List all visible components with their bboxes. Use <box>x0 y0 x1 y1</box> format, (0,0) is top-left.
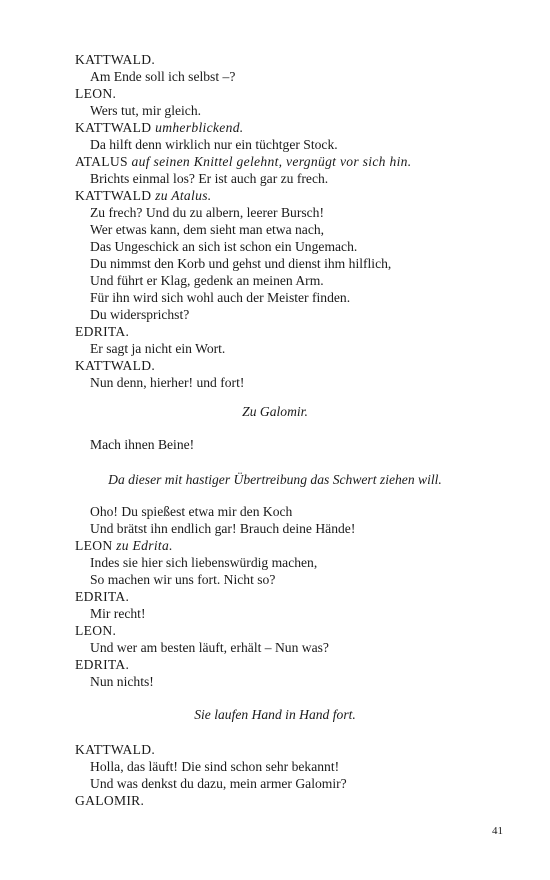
speaker-name: GALOMIR. <box>75 793 145 808</box>
speaker-line <box>75 153 411 170</box>
dialogue-line: Und was denkst du dazu, mein armer Galomir? <box>90 776 347 791</box>
page-number: 41 <box>492 825 503 837</box>
dialogue-line: Am Ende soll ich selbst –? <box>90 69 236 84</box>
speaker-name: KATTWALD. <box>75 52 156 67</box>
dialogue-line: Und führt er Klag, gedenk an meinen Arm. <box>90 273 324 288</box>
speaker-name: KATTWALD. <box>75 358 156 373</box>
dialogue-line: Zu frech? Und du zu albern, leerer Bursch! <box>90 205 325 220</box>
dialogue-line: Nun denn, hierher! und fort! <box>90 375 245 390</box>
dialogue-line: Du nimmst den Korb und gehst und dienst ihm hilflich, <box>90 256 392 271</box>
dialogue-line: Mach ihnen Beine! <box>90 437 195 452</box>
speaker-line <box>75 85 116 102</box>
dialogue-line: Brichts einmal los? Er ist auch gar zu frech. <box>90 171 329 186</box>
dialogue-line: Und wer am besten läuft, erhält – Nun was? <box>90 640 329 655</box>
speaker-line <box>75 537 173 554</box>
stage-direction-text: Da dieser mit hastiger Übertreibung das Schwert ziehen will. <box>108 472 442 487</box>
speaker-line <box>75 792 144 809</box>
speaker-line <box>75 323 129 340</box>
speaker-line <box>75 588 129 605</box>
speaker-name: EDRITA. <box>75 657 130 672</box>
dialogue-line: Er sagt ja nicht ein Wort. <box>90 341 226 356</box>
dialogue-line: Holla, das läuft! Die sind schon sehr bekannt! <box>90 759 340 774</box>
stage-direction-inline: auf seinen Knittel gelehnt, vergnügt vor sich hin. <box>131 154 412 169</box>
stage-direction-inline: zu Atalus. <box>155 188 212 203</box>
stage-direction <box>0 403 550 420</box>
dialogue-line: Für ihn wird sich wohl auch der Meister finden. <box>90 290 351 305</box>
dialogue-line: So machen wir uns fort. Nicht so? <box>90 572 276 587</box>
stage-direction <box>0 706 550 723</box>
speaker-name: ATALUS <box>75 154 128 169</box>
dialogue-line: Da hilft denn wirklich nur ein tüchtger Stock. <box>90 137 338 152</box>
speaker-line <box>75 622 116 639</box>
dialogue-line: Wer etwas kann, dem sieht man etwa nach, <box>90 222 325 237</box>
stage-direction <box>0 471 550 488</box>
speaker-name: KATTWALD <box>75 188 152 203</box>
dialogue-line: Und brätst ihn endlich gar! Brauch deine Hände! <box>90 521 356 536</box>
dialogue-line: Mir recht! <box>90 606 146 621</box>
speaker-line <box>75 51 155 68</box>
speaker-name: EDRITA. <box>75 324 130 339</box>
dialogue-line: Wers tut, mir gleich. <box>90 103 202 118</box>
speaker-line <box>75 741 155 758</box>
stage-direction-text: Zu Galomir. <box>242 404 308 419</box>
dialogue-line: Das Ungeschick an sich ist schon ein Ungemach. <box>90 239 358 254</box>
dialogue-line: Du widersprichst? <box>90 307 190 322</box>
speaker-name: EDRITA. <box>75 589 130 604</box>
stage-direction-inline: umherblickend. <box>155 120 244 135</box>
speaker-name: LEON. <box>75 623 117 638</box>
speaker-name: LEON <box>75 538 113 553</box>
stage-direction-text: Sie laufen Hand in Hand fort. <box>194 707 356 722</box>
speaker-name: KATTWALD <box>75 120 152 135</box>
stage-direction-inline: zu Edrita. <box>116 538 173 553</box>
speaker-line <box>75 656 129 673</box>
dialogue-line: Nun nichts! <box>90 674 154 689</box>
dialogue-line: Indes sie hier sich liebenswürdig machen, <box>90 555 318 570</box>
speaker-line <box>75 357 155 374</box>
speaker-line <box>75 119 244 136</box>
speaker-name: KATTWALD. <box>75 742 156 757</box>
speaker-line <box>75 187 212 204</box>
speaker-name: LEON. <box>75 86 117 101</box>
dialogue-line: Oho! Du spießest etwa mir den Koch <box>90 504 293 519</box>
